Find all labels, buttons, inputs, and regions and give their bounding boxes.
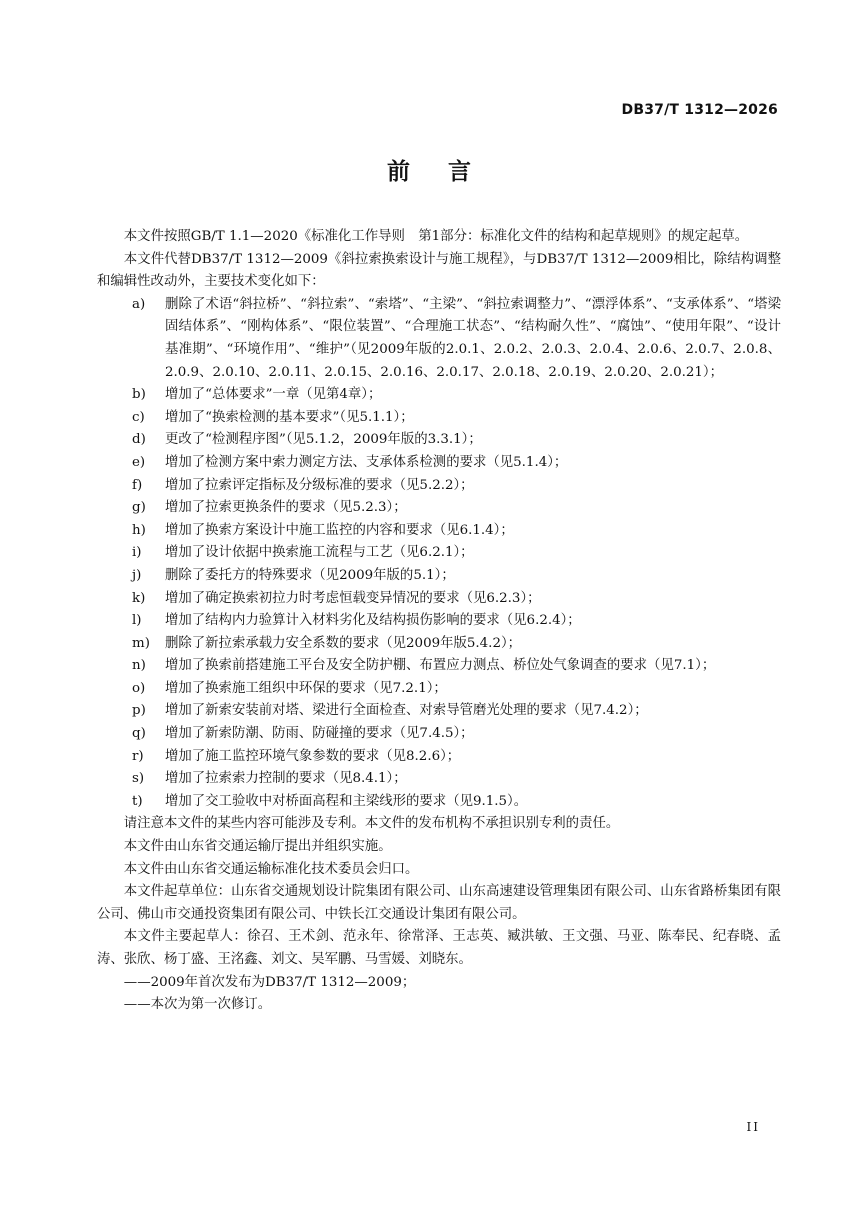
list-item-text: 删除了术语“斜拉桥”、“斜拉索”、“索塔”、“主梁”、“斜拉索调整力”、“漂浮体系”、“支承体系”、“塔梁固结体系”、“刚构体系”、“限位装置”、“合理施工状态”、“结构耐久性”、“腐蚀”、“使用年限”、“设计基准期”、“环境作用”、“维护”（见2009年版的2.0.1、2.0.2、2.0.3、2.0.4、2.0.6、2.0.7、2.0.8、2.0.9、2.0.10、2.0.11、2.0.15、2.0.16、2.0.17、2.0.18、2.0.19、2.0.20、2.0.21）； — [165, 296, 781, 380]
list-item-text: 增加了换索前搭建施工平台及安全防护棚、布置应力测点、桥位处气象调查的要求（见7.1）； — [165, 658, 716, 674]
list-item-marker: c) — [132, 409, 145, 425]
list-item — [97, 429, 781, 452]
list-item-marker: b) — [132, 387, 146, 403]
technical-changes-list — [97, 294, 781, 814]
list-item-marker: p) — [132, 703, 146, 719]
proposer-statement: 本文件由山东省交通运输厅提出并组织实施。 — [123, 839, 392, 855]
list-item-text: 增加了换索施工组织中环保的要求（见7.2.1）； — [165, 680, 447, 696]
list-item-marker: d) — [132, 432, 146, 448]
list-item — [97, 633, 781, 656]
list-item-marker: o) — [132, 680, 146, 696]
history-entry: ——本次为第一次修订。 — [123, 997, 272, 1013]
list-item-text: 增加了确定换索初拉力时考虑恒载变异情况的要求（见6.2.3）； — [165, 590, 541, 606]
list-item — [97, 497, 781, 520]
list-item-text: 增加了施工监控环境气象参数的要求（见8.2.6）； — [165, 748, 461, 764]
list-item-text: 更改了“检测程序图”（见5.1.2，2009年版的3.3.1）； — [165, 432, 482, 448]
intro-paragraph: 本文件代替DB37/T 1312—2009《斜拉索换索设计与施工规程》，与DB37/T 1312—2009相比，除结构调整和编辑性改动外，主要技术变化如下： — [97, 251, 781, 290]
list-item — [97, 723, 781, 746]
history-entry: ——2009年首次发布为DB37/T 1312—2009； — [123, 974, 416, 990]
list-item-marker: a) — [132, 296, 146, 312]
list-item-marker: f) — [132, 477, 143, 493]
list-item-marker: k) — [132, 590, 146, 606]
list-item-text: 删除了新拉索承载力安全系数的要求（见2009年版5.4.2）； — [165, 635, 522, 651]
page-number: II — [746, 1120, 760, 1134]
list-item-marker: m) — [132, 635, 150, 651]
list-item-text: 增加了“总体要求”一章（见第4章）； — [165, 387, 382, 403]
list-item-marker: l) — [132, 613, 142, 629]
patent-notice: 请注意本文件的某些内容可能涉及专利。本文件的发布机构不承担识别专利的责任。 — [123, 816, 620, 832]
list-item — [97, 407, 781, 430]
list-item-marker: t) — [132, 793, 143, 809]
list-item — [97, 542, 781, 565]
list-item-text: 增加了换索方案设计中施工监控的内容和要求（见6.1.4）； — [165, 522, 514, 538]
list-item-text: 增加了新索安装前对塔、梁进行全面检查、对索导管磨光处理的要求（见7.4.2）； — [165, 703, 648, 719]
committee-statement: 本文件由山东省交通运输标准化技术委员会归口。 — [123, 861, 419, 877]
list-item-marker: j) — [132, 567, 142, 583]
list-item — [97, 700, 781, 723]
list-item-text: 删除了委托方的特殊要求（见2009年版的5.1）； — [165, 567, 455, 583]
list-item-text: 增加了“换索检测的基本要求”（见5.1.1）； — [165, 409, 414, 425]
list-item-marker: e) — [132, 454, 146, 470]
list-item-marker: r) — [132, 748, 144, 764]
document-body — [97, 226, 781, 1017]
list-item — [97, 678, 781, 701]
list-item-text: 增加了拉索评定指标及分级标准的要求（见5.2.2）； — [165, 477, 474, 493]
list-item-marker: i) — [132, 545, 142, 561]
list-item-marker: n) — [132, 658, 146, 674]
list-item — [97, 294, 781, 384]
document-code: DB37/T 1312—2026 — [621, 102, 778, 118]
list-item — [97, 610, 781, 633]
list-item-text: 增加了检测方案中索力测定方法、支承体系检测的要求（见5.1.4）； — [165, 454, 568, 470]
title-char-right: 言 — [448, 159, 473, 185]
list-item-marker: s) — [132, 771, 145, 787]
title-char-left: 前 — [387, 159, 412, 185]
drafting-units: 本文件起草单位：山东省交通规划设计院集团有限公司、山东高速建设管理集团有限公司、山东省路桥集团有限公司、佛山市交通投资集团有限公司、中铁长江交通设计集团有限公司。 — [97, 884, 781, 922]
list-item-marker: h) — [132, 522, 146, 538]
list-item-marker: q) — [132, 726, 146, 742]
list-item — [97, 768, 781, 791]
list-item — [97, 475, 781, 498]
list-item — [97, 746, 781, 769]
list-item-text: 增加了结构内力验算计入材料劣化及结构损伤影响的要求（见6.2.4）； — [165, 613, 581, 629]
list-item — [97, 452, 781, 475]
list-item — [97, 791, 781, 814]
list-item-text: 增加了拉索索力控制的要求（见8.4.1）； — [165, 771, 407, 787]
list-item — [97, 520, 781, 543]
page-title — [0, 153, 860, 186]
list-item — [97, 588, 781, 611]
list-item-marker: g) — [132, 500, 146, 516]
list-item-text: 增加了设计依据中换索施工流程与工艺（见6.2.1）； — [165, 545, 474, 561]
list-item — [97, 655, 781, 678]
list-item-text: 增加了交工验收中对桥面高程和主梁线形的要求（见9.1.5）。 — [165, 793, 528, 809]
list-item-text: 增加了新索防潮、防雨、防碰撞的要求（见7.4.5）； — [165, 726, 474, 742]
intro-paragraph: 本文件按照GB/T 1.1—2020《标准化工作导则 第1部分：标准化文件的结构和起草规则》的规定起草。 — [123, 229, 749, 244]
list-item — [97, 384, 781, 407]
list-item — [97, 565, 781, 588]
drafting-persons: 本文件主要起草人：徐召、王术剑、范永年、徐常泽、王志英、臧洪敏、王文强、马亚、陈奉民、纪春晓、孟涛、张欣、杨丁盛、王洺鑫、刘文、吴军鹏、马雪媛、刘晓东。 — [97, 929, 781, 967]
list-item-text: 增加了拉索更换条件的要求（见5.2.3）； — [165, 500, 407, 516]
